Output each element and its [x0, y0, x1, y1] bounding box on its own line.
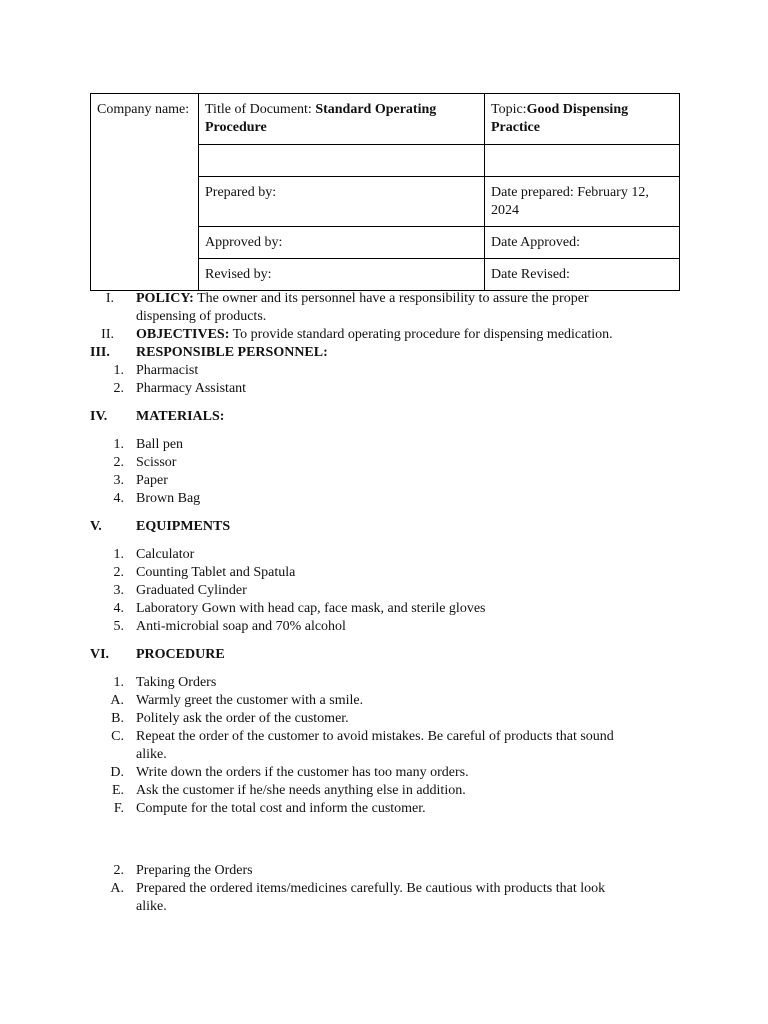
section-heading: MATERIALS: [136, 409, 225, 424]
list-number: 2. [113, 455, 124, 470]
blank-cell-left [199, 145, 485, 177]
step-item-text: Politely ask the order of the customer. [136, 711, 349, 726]
section-heading: PROCEDURE [136, 647, 225, 662]
list-number: 3. [113, 583, 124, 598]
section-numeral: I. [105, 291, 114, 306]
list-number: 2. [113, 381, 124, 396]
list-item: Calculator [136, 547, 195, 562]
section-heading: OBJECTIVES: [136, 327, 230, 342]
section-heading: EQUIPMENTS [136, 519, 231, 534]
section-numeral: III. [90, 345, 110, 360]
list-item: Anti-microbial soap and 70% alcohol [136, 619, 346, 634]
step-item-text-continuation: alike. [136, 747, 167, 762]
step-item-letter: C. [111, 729, 124, 744]
list-item: Graduated Cylinder [136, 583, 247, 598]
objectives-text: To provide standard operating procedure for dispensing medication. [229, 327, 613, 342]
approved-by-cell [199, 227, 485, 259]
list-item: Pharmacy Assistant [136, 381, 247, 396]
company-name-label: Company name: [97, 102, 190, 117]
date-approved-cell [485, 227, 680, 259]
step-number: 2. [113, 863, 124, 878]
step-item-text: Repeat the order of the customer to avoid mistakes. Be careful of products that sound [136, 729, 614, 744]
prepared-by-label: Prepared by: [205, 185, 277, 200]
date-prepared-label: Date prepared: February 12, 2024 [491, 185, 649, 218]
list-number: 1. [113, 547, 124, 562]
step-item-letter: A. [110, 881, 124, 896]
section-numeral: VI. [90, 647, 110, 662]
prepared-by-cell [199, 177, 485, 227]
policy-text-line1: The owner and its personnel have a responsibility to assure the proper [193, 291, 589, 306]
step-item-letter: D. [110, 765, 124, 780]
revised-by-label: Revised by: [205, 267, 272, 282]
list-item: Counting Tablet and Spatula [136, 565, 296, 580]
step-title: Taking Orders [136, 675, 217, 690]
approved-by-label: Approved by: [205, 235, 283, 250]
step-title: Preparing the Orders [136, 863, 253, 878]
list-number: 4. [113, 491, 124, 506]
title-cell [199, 94, 485, 145]
step-item-text-continuation: alike. [136, 899, 167, 914]
topic-label: Topic: [491, 102, 527, 117]
step-item-text: Write down the orders if the customer has too many orders. [136, 765, 469, 780]
topic-value: Good Dispensing Practice [491, 102, 629, 135]
section-heading: RESPONSIBLE PERSONNEL: [136, 345, 328, 360]
step-item-text: Warmly greet the customer with a smile. [136, 693, 364, 708]
step-item-letter: B. [111, 711, 124, 726]
step-number: 1. [113, 675, 124, 690]
date-revised-label: Date Revised: [491, 267, 570, 282]
list-number: 3. [113, 473, 124, 488]
list-number: 1. [113, 437, 124, 452]
blank-cell-right [485, 145, 680, 177]
list-number: 1. [113, 363, 124, 378]
section-numeral: V. [90, 519, 102, 534]
list-item: Ball pen [136, 437, 184, 452]
revised-by-cell [199, 259, 485, 291]
list-item: Brown Bag [136, 491, 201, 506]
step-item-letter: F. [113, 801, 124, 816]
list-number: 4. [113, 601, 124, 616]
list-number: 5. [113, 619, 124, 634]
section-numeral: IV. [90, 409, 108, 424]
company-name-cell [91, 94, 199, 291]
policy-text-line2: dispensing of products. [136, 309, 267, 324]
step-item-text: Ask the customer if he/she needs anything else in addition. [136, 783, 466, 798]
section-heading: POLICY: [136, 291, 194, 306]
section-numeral: II. [101, 327, 114, 342]
date-approved-label: Date Approved: [491, 235, 581, 250]
step-item-text: Compute for the total cost and inform the customer. [136, 801, 426, 816]
list-item: Paper [136, 473, 168, 488]
title-value: Standard Operating Procedure [205, 102, 437, 135]
document-header-table [90, 93, 680, 291]
list-number: 2. [113, 565, 124, 580]
step-item-text: Prepared the ordered items/medicines carefully. Be cautious with products that look [136, 881, 606, 896]
list-item: Laboratory Gown with head cap, face mask, and sterile gloves [136, 601, 486, 616]
title-label: Title of Document: [205, 102, 316, 117]
date-revised-cell [485, 259, 680, 291]
step-item-letter: A. [110, 693, 124, 708]
list-item: Pharmacist [136, 363, 199, 378]
step-item-letter: E. [111, 783, 124, 798]
date-prepared-cell [485, 177, 680, 227]
list-item: Scissor [136, 455, 177, 470]
topic-cell [485, 94, 680, 145]
